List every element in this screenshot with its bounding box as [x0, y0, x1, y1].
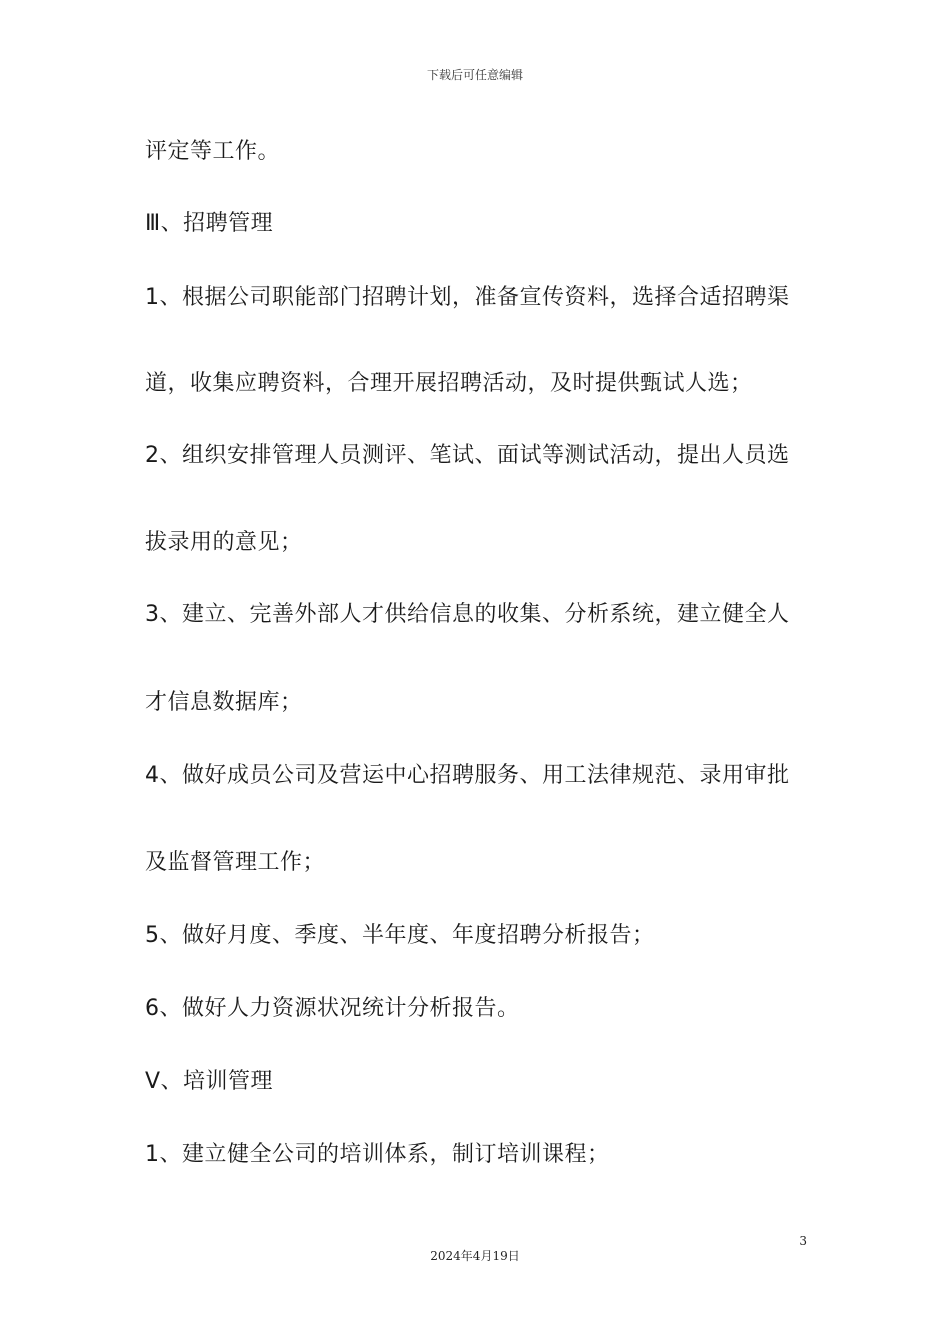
body-line: 才信息数据库； [145, 690, 303, 715]
page-header: 下载后可任意编辑 [426, 68, 523, 82]
footer-date: 2024年4月19日 [430, 1249, 520, 1263]
body-line: 6、做好人力资源状况统计分析报告。 [145, 996, 520, 1021]
body-line: 2、组织安排管理人员测评、笔试、面试等测试活动，提出人员选 [145, 443, 790, 468]
body-line: 4、做好成员公司及营运中心招聘服务、用工法律规范、录用审批 [145, 763, 790, 788]
body-line: 拔录用的意见； [145, 530, 303, 555]
body-line: 1、根据公司职能部门招聘计划，准备宣传资料，选择合适招聘渠 [145, 285, 790, 310]
body-line: 5、做好月度、季度、半年度、年度招聘分析报告； [145, 923, 655, 948]
body-line: 1、建立健全公司的培训体系，制订培训课程； [145, 1142, 610, 1167]
page-number: 3 [799, 1234, 807, 1248]
section-heading-recruitment: Ⅲ、招聘管理 [145, 211, 274, 236]
body-line: 道，收集应聘资料，合理开展招聘活动，及时提供甄试人选； [145, 371, 753, 396]
section-heading-training: Ⅴ、培训管理 [145, 1069, 274, 1094]
body-line: 评定等工作。 [145, 139, 281, 164]
body-line: 及监督管理工作； [145, 850, 326, 875]
body-line: 3、建立、完善外部人才供给信息的收集、分析系统，建立健全人 [145, 602, 790, 627]
